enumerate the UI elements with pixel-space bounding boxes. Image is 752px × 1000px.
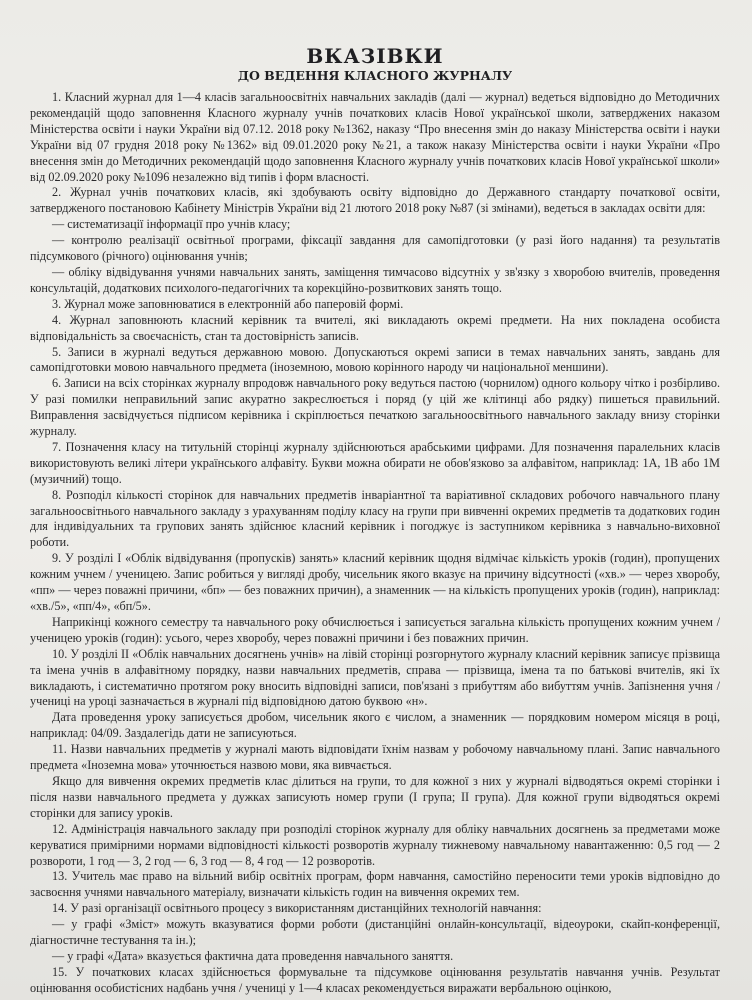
document-title: ВКАЗІВКИ — [306, 44, 444, 68]
paragraph-7: 7. Позначення класу на титульній сторінці журналу здійснюються арабськими цифрами. Для позначення паралельних класів використовують великі літери українського алфавіту. Букви можна обирати не обов'язково за алфавітом, наприклад: 1А, 1В або 1М (музичний) тощо. — [30, 439, 720, 486]
paragraph-12: 12. Адміністрація навчального закладу при розподілі сторінок журналу для обліку навчальних досягнень за предметами може керуватися примірними нормами відповідності кількості розворотів журналу тижневому навчальному навантаженню: 0,5 год — 2 розвороти, 1 год — 3, 2 год — 6, 3 год — 8, 4 год — 12 розворотів. — [30, 821, 720, 868]
paragraph-9-continued: Наприкінці кожного семестру та навчального року обчислюється і записується загальна кількість пропущених кожним учнем / ученицею уроків (годин): усього, через хворобу, через поважні причини і без поважних причин. — [30, 614, 720, 645]
paragraph-10: 10. У розділі II «Облік навчальних досягнень учнів» на лівій сторінці розгорнутого журналу класний керівник записує прізвища та імена учнів в алфавітному порядку, назви навчальних предметів, справа — прізвища, імена та по батькові вчителів, які їх викладають, і систематично протягом року вносить відповідні записи, пов'язані з прибуттям або вибуттям учнів. Запізнення учня / учениці на уроці зазначається в журналі під відповідною датою буквою «н». — [30, 646, 720, 709]
paragraph-6: 6. Записи на всіх сторінках журналу впродовж навчального року ведуться пастою (чорнилом) одного кольору чітко і розбірливо. У разі помилки неправильний запис акуратно закреслюється і поряд (у цій же клітинці або рядку) пишеться правильний. Виправлення засвідчується підписом керівника і скріплюється печаткою загальноосвітнього навчального закладу внизу сторінки журналу. — [30, 376, 720, 439]
paragraph-2-bullet-1: — систематизації інформації про учнів класу; — [52, 217, 291, 232]
paragraph-8: 8. Розподіл кількості сторінок для навчальних предметів інваріантної та варіативної складових робочого навчального плану загальноосвітнього навчального закладу з урахуванням поділу класу на групи при вивченні окремих предметів та додаткових годин для індивідуальних та групових занять здійснює класний керівник і погоджує із заступником керівника з навчально-виховної роботи. — [30, 487, 720, 550]
paragraph-3: 3. Журнал може заповнюватися в електронній або паперовій формі. — [52, 296, 404, 311]
paragraph-2-bullet-3: — обліку відвідування учнями навчальних занять, заміщення тимчасово відсутніх у зв'язку з хворобою вчителів, проведення консультацій, додаткових психолого-педагогічних та корекційно-розвиткових занять тощо. — [30, 264, 720, 295]
paragraph-2-bullet-2: — контролю реалізації освітньої програми, фіксації завдання для самопідготовки (у разі його надання) та результатів підсумкового (річного) оцінювання учнів; — [30, 233, 720, 264]
paragraph-5: 5. Записи в журналі ведуться державною мовою. Допускаються окремі записи в темах навчальних занять, завдань для самопідготовки мовою навчального предмета (іноземною, мовою корінного народу чи національної меншини). — [30, 344, 720, 375]
paragraph-13: 13. Учитель має право на вільний вибір освітніх програм, форм навчання, самостійно переносити теми уроків відповідно до засвоєння учнями навчального матеріалу, визначати кількість годин на вивчення окремих тем. — [30, 869, 720, 900]
paragraph-15: 15. У початкових класах здійснюється формувальне та підсумкове оцінювання результатів навчання учнів. Результат оцінювання особистісних надбань учня / учениці у 1—4 класах рекомендується виражати вербальною оцінкою, — [30, 964, 720, 995]
paragraph-14-bullet-1: — у графі «Зміст» можуть вказуватися форми роботи (дистанційні онлайн-консультації, відеоуроки, скайп-конференції, діагностичне тестування та ін.); — [30, 917, 720, 948]
paragraph-1: 1. Класний журнал для 1—4 класів загальноосвітніх навчальних закладів (далі — журнал) ведеться відповідно до Методичних рекомендацій щодо заповнення Класного журналу учнів початкових класів Нової української школи, затверджених наказом Міністерства освіти і науки України від 07.12. 2018 року №1362, наказу “Про внесення змін до наказу Міністерства освіти і науки України від 07 грудня 2018 року №1362» від 09.01.2020 року №21, а також наказу Міністерства освіти і науки України «Про внесення змін до Методичних рекомендацій щодо заповнення Класного журналу учнів початкових класів Нової української школи» від 02.09.2020 року №1096 незалежно від типів і форм власності. — [30, 90, 720, 184]
document-body — [30, 44, 720, 997]
paragraph-11-continued: Якщо для вивчення окремих предметів клас ділиться на групи, то для кожної з них у журналі відводяться окремі сторінки і після назви навчального предмета у дужках записують номер групи (І група; ІІ група). Для кожної групи відводяться окремі сторінки для запису уроків. — [30, 773, 720, 820]
paragraph-10-continued: Дата проведення уроку записується дробом, чисельник якого є числом, а знаменник — порядковим номером місяця в році, наприклад: 04/09. Заздалегідь дати не записуються. — [30, 710, 720, 741]
paragraph-11: 11. Назви навчальних предметів у журналі мають відповідати їхнім назвам у робочому навчальному плані. Запис навчального предмета «Іноземна мова» уточнюється назвою мови, яка вивчається. — [30, 742, 720, 773]
paragraph-14: 14. У разі організації освітнього процесу з використанням дистанційних технологій навчання: — [52, 901, 542, 916]
paragraph-4: 4. Журнал заповнюють класний керівник та вчителі, які викладають окремі предмети. На них покладена особиста відповідальність за своєчасність, стан та достовірність записів. — [30, 312, 720, 343]
paragraph-2: 2. Журнал учнів початкових класів, які здобувають освіту відповідно до Державного стандарту початкової освіти, затвердженого постановою Кабінету Міністрів України від 21 лютого 2018 року №87 (зі змінами), ведеться в закладах освіти для: — [30, 185, 720, 216]
paragraph-9: 9. У розділі I «Облік відвідування (пропусків) занять» класний керівник щодня відмічає кількість уроків (годин), пропущених кожним учнем / ученицею. Запис робиться у вигляді дробу, чисельник якого вказує на причину відсутності («хв.» — через хворобу, «пп» — через поважні причини, «бп» — без поважних причин), а знаменник — на кількість пропущених уроків (годин), наприклад: «хв./5», «пп/4», «бп/5». — [30, 551, 720, 613]
document-subtitle: ДО ВЕДЕННЯ КЛАСНОГО ЖУРНАЛУ — [237, 68, 513, 83]
paragraph-14-bullet-2: — у графі «Дата» вказується фактична дата проведення навчального заняття. — [52, 948, 454, 963]
